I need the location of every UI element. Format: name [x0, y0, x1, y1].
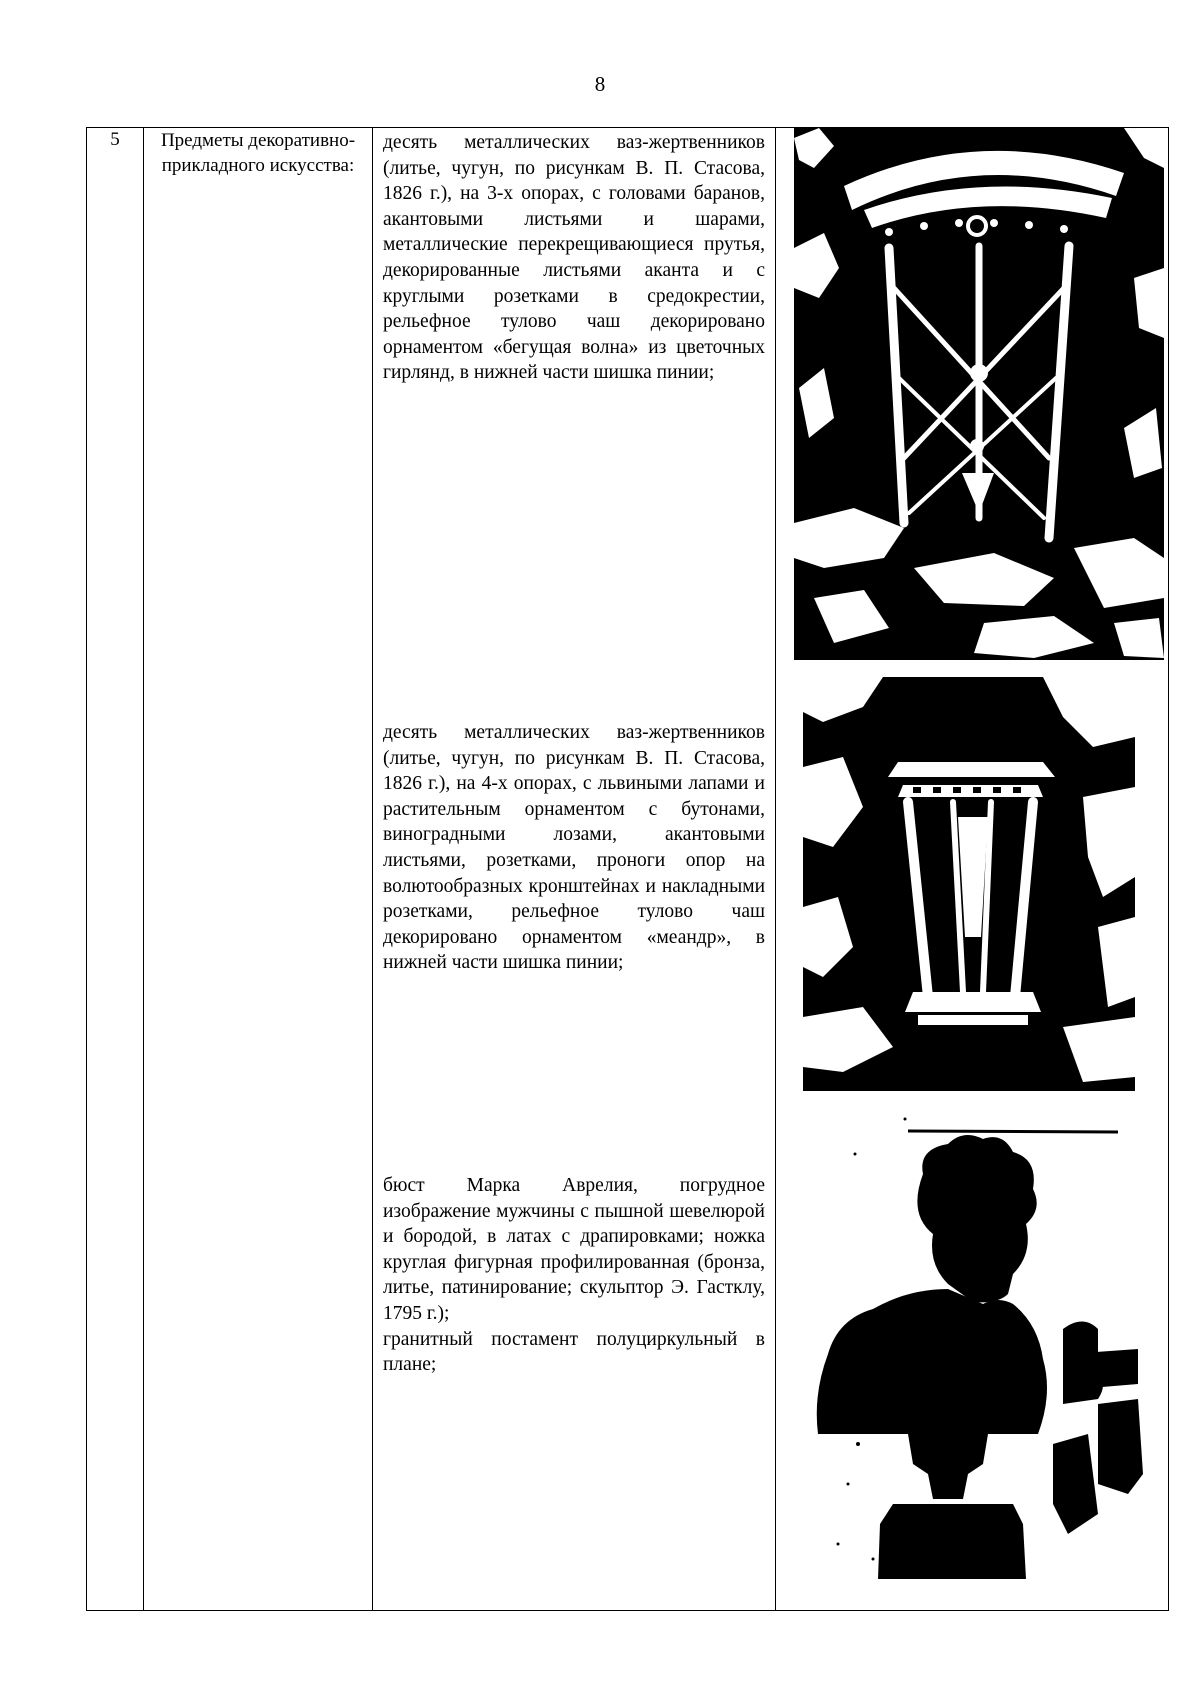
vase-three-supports-photo — [794, 128, 1164, 660]
item-description-3-extra: гранитный постамент полуциркульный в плане; — [383, 1328, 765, 1376]
row-number: 5 — [87, 128, 144, 1611]
description-cell — [373, 128, 776, 1611]
table-row — [87, 128, 1169, 1611]
photo-cell — [776, 128, 1169, 1611]
item-description-2: десять металлических ваз-жертвенников (литье, чугун, по рисункам В. П. Стасова, 1826 г.), на 4-х опорах, с львиными лапами и растительным орнаментом с бутонами, виноградными лозами, акантовыми листьями, розетками, проноги опор на волютообразных кронштейнах и накладными розетками, рельефное тулово чаш декорировано орнаментом «меандр», в нижней части шишка пинии; — [383, 722, 765, 974]
registry-table — [86, 127, 1169, 1611]
category-cell: Предметы декоративно-прикладного искусства: — [144, 128, 373, 1611]
bust-marcus-aurelius-photo — [798, 1114, 1146, 1592]
vase-four-supports-photo — [803, 677, 1135, 1091]
item-description-3-text: бюст Марка Аврелия, погрудное изображение мужчины с пышной шевелюрой и бородой, в латах с драпировками; ножка круглая фигурная профилированная (бронза, литье, патинирование; скульптор Э. Гастклу, 1795 г.); — [383, 1175, 765, 1324]
item-description-3 — [383, 1173, 765, 1378]
item-description-1: десять металлических ваз-жертвенников (литье, чугун, по рисункам В. П. Стасова, 1826 г.), на 3-х опорах, с головами баранов, акантовыми листьями и шарами, металлические перекрещивающиеся прутья, декорированные листьями аканта и с круглыми розетками в средокрестии, рельефное тулово чаш декорировано орнаментом «бегущая волна» из цветочных гирлянд, в нижней части шишка пинии; — [383, 132, 765, 384]
page-number: 8 — [594, 72, 606, 96]
